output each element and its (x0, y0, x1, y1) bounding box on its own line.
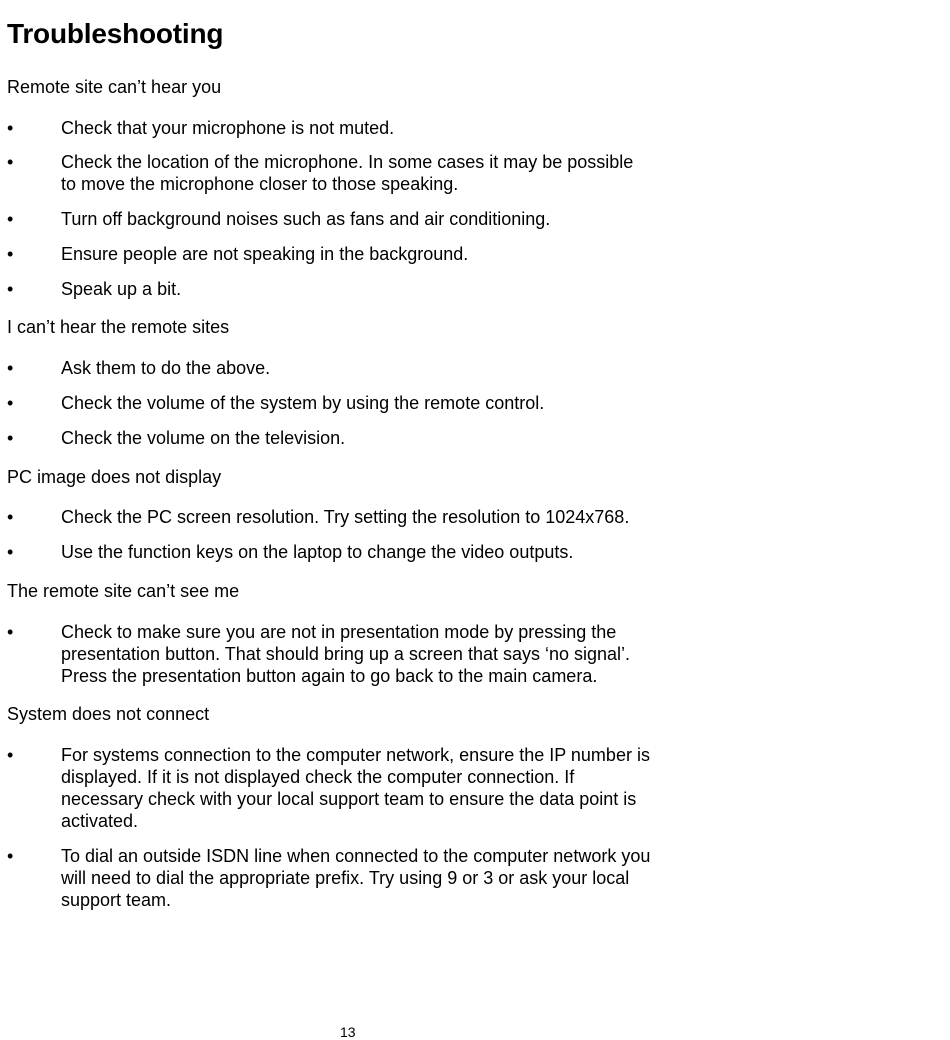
section-heading-cant-hear-remote: I can’t hear the remote sites (7, 317, 230, 337)
section-heading-system-connect: System does not connect (7, 704, 210, 724)
list-item-text: Check that your microphone is not muted. (61, 118, 395, 138)
bullet-icon: • (7, 279, 14, 299)
bullet-icon: • (7, 507, 14, 527)
list-item-text: Check the volume of the system by using the remote control. (61, 393, 545, 413)
section-heading-remote-cant-hear: Remote site can’t hear you (7, 77, 222, 97)
list-item-text: Speak up a bit. (61, 279, 182, 299)
bullet-icon: • (7, 622, 14, 642)
list-item-text: Turn off background noises such as fans and air conditioning. (61, 209, 551, 229)
list-item-text: Use the function keys on the laptop to change the video outputs. (61, 542, 574, 562)
bullet-icon: • (7, 846, 14, 866)
bullet-icon: • (7, 118, 14, 138)
section-heading-pc-image: PC image does not display (7, 467, 222, 487)
bullet-icon: • (7, 209, 14, 229)
list-item-text: Check the volume on the television. (61, 428, 346, 448)
page-number: 13 (340, 1024, 356, 1040)
section-heading-remote-cant-see: The remote site can’t see me (7, 581, 240, 601)
list-item-text: To dial an outside ISDN line when connected to the computer network you will need to dial the appropriate prefix. Try using 9 or 3 or ask your local support team. (61, 846, 651, 910)
page-title: Troubleshooting (7, 18, 224, 49)
bullet-icon: • (7, 393, 14, 413)
bullet-icon: • (7, 745, 14, 765)
list-item-text: Ask them to do the above. (61, 358, 271, 378)
list-item-text: For systems connection to the computer network, ensure the IP number is displayed. If it is not displayed check the computer connection. If necessary check with your local support team to ensure the data point is activated. (61, 745, 650, 831)
bullet-icon: • (7, 358, 14, 378)
bullet-icon: • (7, 152, 14, 172)
list-item-text: Check the location of the microphone. In some cases it may be possible to move the microphone closer to those speaking. (61, 152, 634, 194)
list-item-text: Ensure people are not speaking in the background. (61, 244, 469, 264)
bullet-icon: • (7, 428, 14, 448)
bullet-icon: • (7, 542, 14, 562)
list-item-text: Check to make sure you are not in presentation mode by pressing the presentation button. That should bring up a screen that says ‘no signal’. Press the presentation button again to go back to the main camera. (61, 622, 631, 686)
bullet-icon: • (7, 244, 14, 264)
list-item-text: Check the PC screen resolution. Try setting the resolution to 1024x768. (61, 507, 630, 527)
